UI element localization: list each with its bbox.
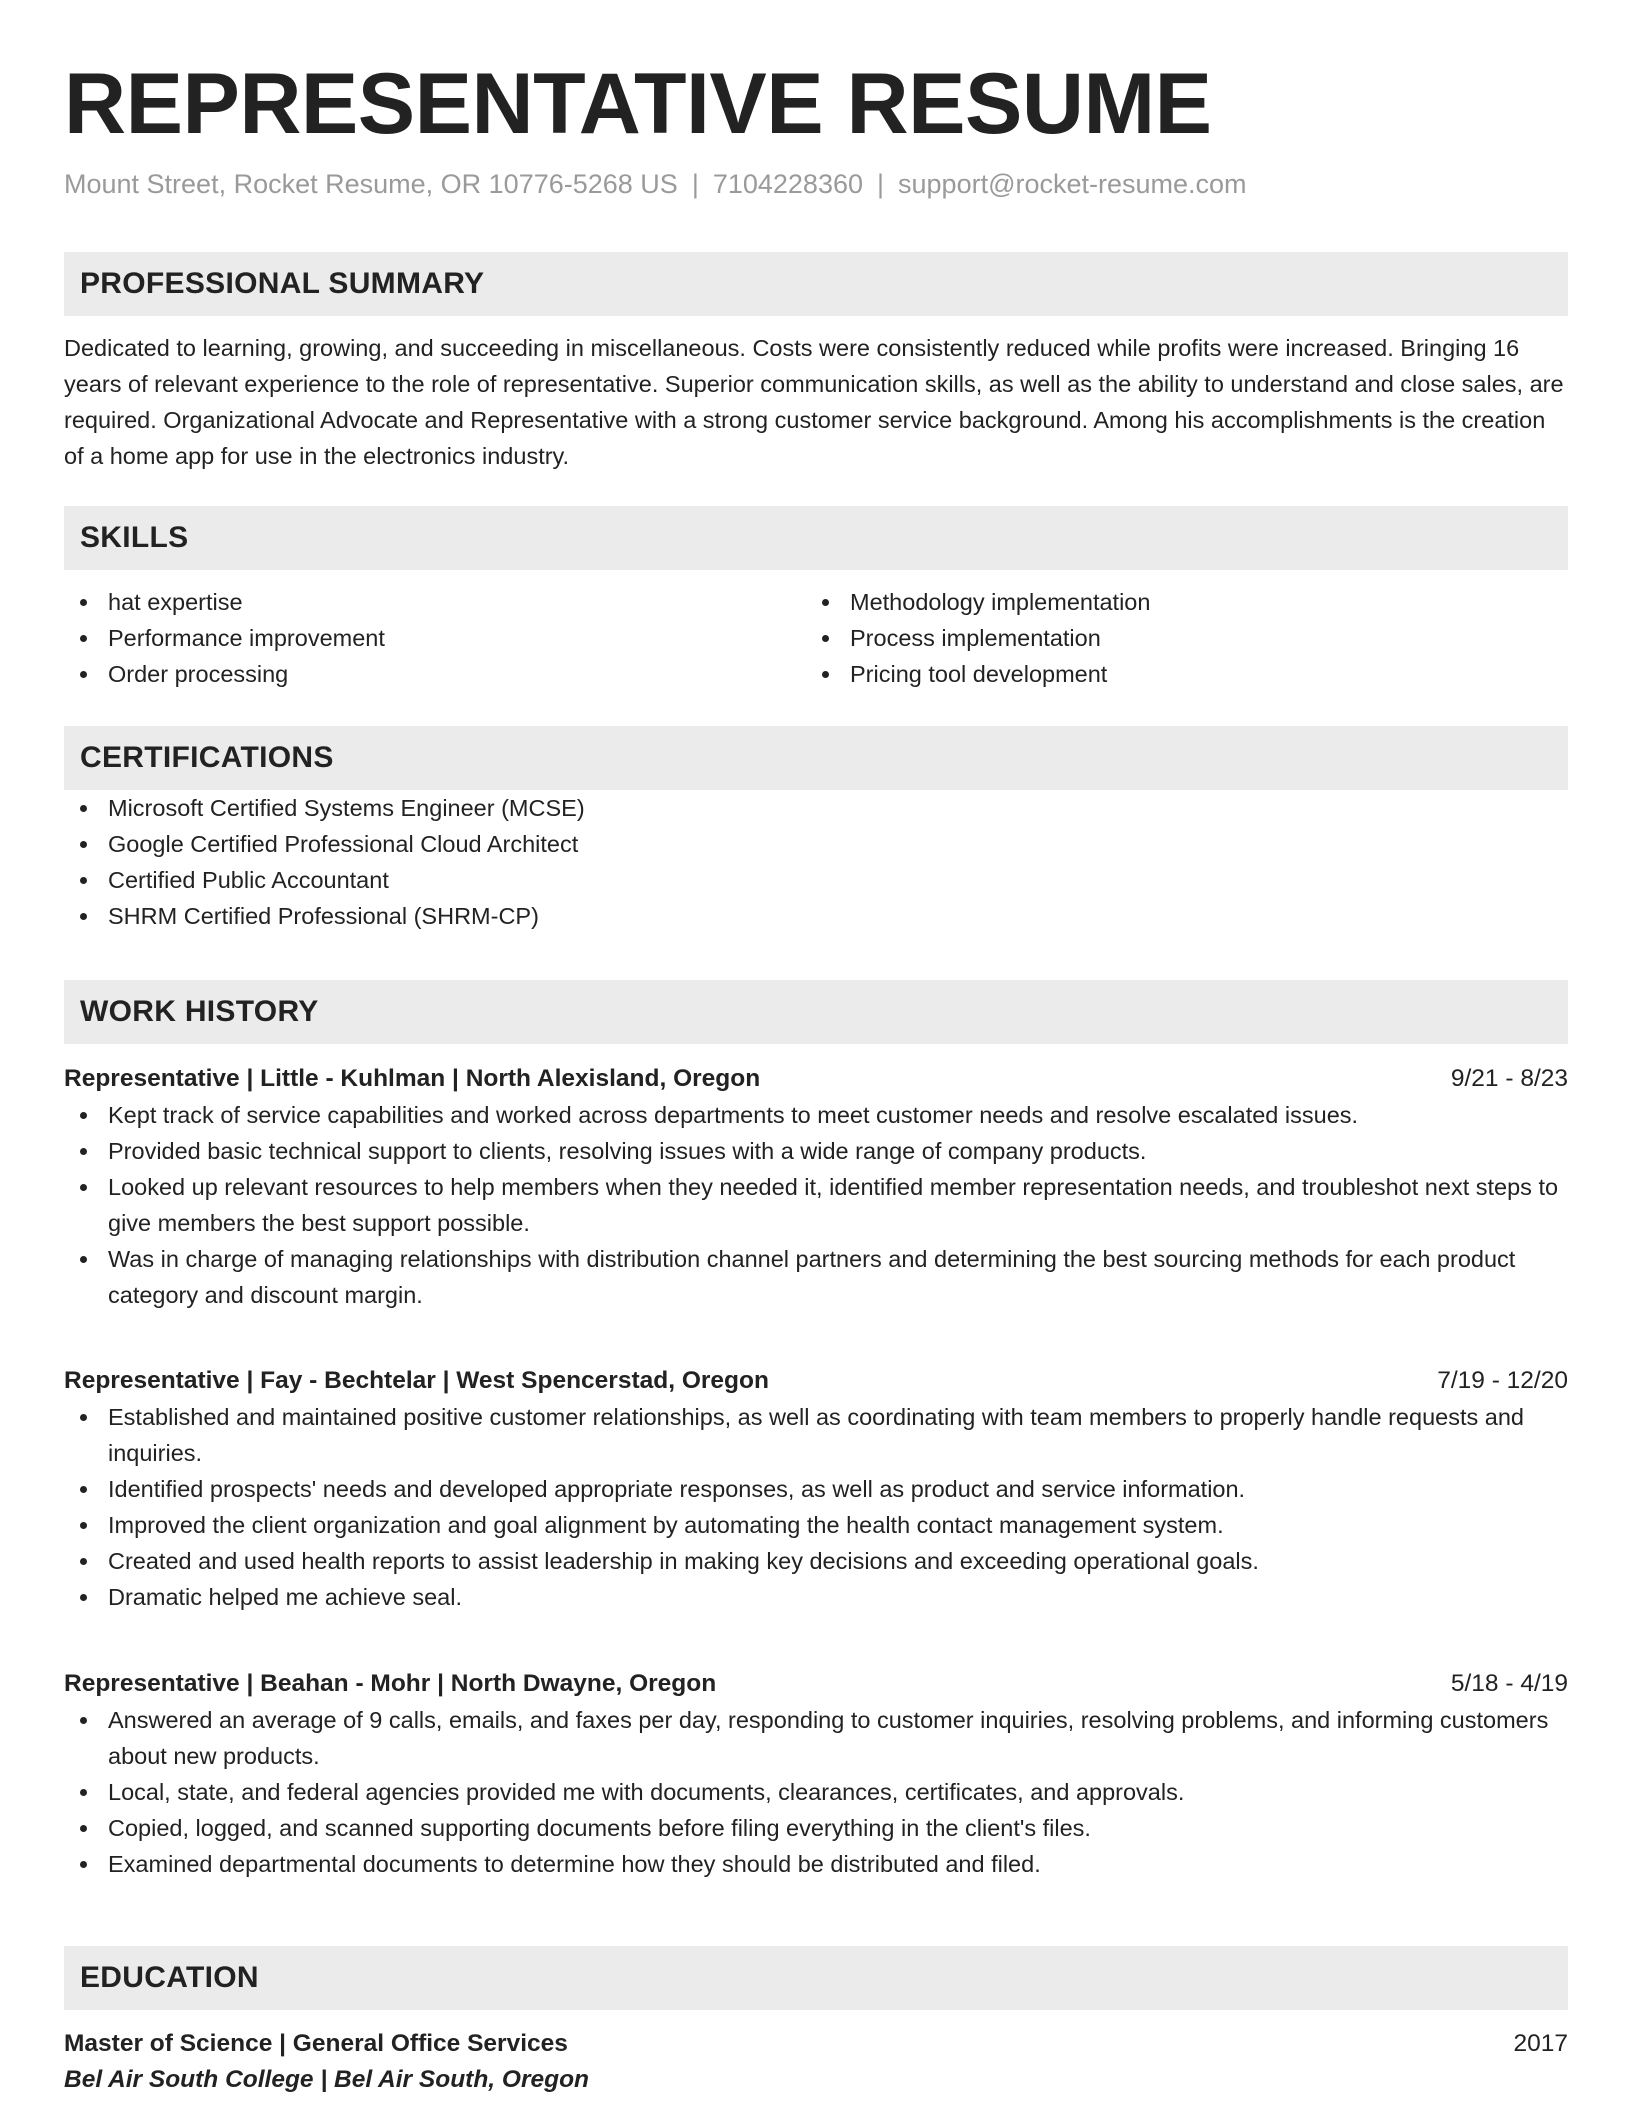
resume-title: REPRESENTATIVE RESUME <box>64 56 1212 152</box>
contact-separator: | <box>877 169 885 199</box>
job-bullet: Identified prospects' needs and developed appropriate responses, as well as product and service information. <box>64 1471 1568 1507</box>
certification-item: Google Certified Professional Cloud Architect <box>64 826 1568 862</box>
certification-item: Microsoft Certified Systems Engineer (MCSE) <box>64 790 1568 826</box>
skills-list-left <box>64 584 806 692</box>
skill-item: hat expertise <box>64 584 806 620</box>
skill-item: Pricing tool development <box>806 656 1548 692</box>
summary-section <box>64 252 1568 474</box>
job-entry <box>64 1666 1568 1882</box>
skills-section <box>64 506 1568 692</box>
job-title: Representative | Beahan - Mohr | North Dwayne, Oregon <box>64 1670 717 1697</box>
education-header <box>64 2026 1568 2062</box>
job-entry <box>64 1061 1568 1313</box>
job-bullet: Examined departmental documents to determine how they should be distributed and filed. <box>64 1846 1568 1882</box>
contact-address: Mount Street, Rocket Resume, OR 10776-5268 US <box>64 169 678 199</box>
job-bullet: Dramatic helped me achieve seal. <box>64 1579 1568 1615</box>
job-bullet: Kept track of service capabilities and worked across departments to meet customer needs and resolve escalated issues. <box>64 1097 1568 1133</box>
work-history-section <box>64 980 1568 1044</box>
work-history-heading: WORK HISTORY <box>64 980 1568 1044</box>
skill-item: Methodology implementation <box>806 584 1548 620</box>
job-bullet: Looked up relevant resources to help members when they needed it, identified member representation needs, and troubleshot next steps to give members the best support possible. <box>64 1169 1568 1241</box>
job-bullet: Answered an average of 9 calls, emails, and faxes per day, responding to customer inquiries, resolving problems, and informing customers about new products. <box>64 1702 1568 1774</box>
summary-heading: PROFESSIONAL SUMMARY <box>64 252 1568 316</box>
job-dates: 7/19 - 12/20 <box>1437 1367 1568 1394</box>
education-entry <box>64 2026 1568 2098</box>
job-bullets <box>64 1399 1568 1615</box>
job-header <box>64 1363 1568 1399</box>
skills-list-right <box>806 584 1548 692</box>
job-header <box>64 1666 1568 1702</box>
job-bullet: Established and maintained positive customer relationships, as well as coordinating with team members to properly handle requests and inquiries. <box>64 1399 1568 1471</box>
skill-item: Process implementation <box>806 620 1548 656</box>
job-dates: 5/18 - 4/19 <box>1450 1670 1568 1697</box>
job-header <box>64 1061 1568 1097</box>
job-bullet: Was in charge of managing relationships with distribution channel partners and determining the best sourcing methods for each product category and discount margin. <box>64 1241 1568 1313</box>
job-dates: 9/21 - 8/23 <box>1450 1065 1568 1092</box>
job-bullet: Created and used health reports to assist leadership in making key decisions and exceeding operational goals. <box>64 1543 1568 1579</box>
education-section <box>64 1946 1568 2010</box>
certifications-section <box>64 726 1568 934</box>
job-bullet: Improved the client organization and goal alignment by automating the health contact management system. <box>64 1507 1568 1543</box>
certifications-heading: CERTIFICATIONS <box>64 726 1568 790</box>
job-title: Representative | Fay - Bechtelar | West Spencerstad, Oregon <box>64 1367 769 1394</box>
job-bullet: Provided basic technical support to clients, resolving issues with a wide range of company products. <box>64 1133 1568 1169</box>
contact-email: support@rocket-resume.com <box>898 169 1247 199</box>
skill-item: Performance improvement <box>64 620 806 656</box>
job-bullet: Local, state, and federal agencies provided me with documents, clearances, certificates, and approvals. <box>64 1774 1568 1810</box>
certification-item: Certified Public Accountant <box>64 862 1568 898</box>
job-bullet: Copied, logged, and scanned supporting documents before filing everything in the client's files. <box>64 1810 1568 1846</box>
summary-text: Dedicated to learning, growing, and succeeding in miscellaneous. Costs were consistently reduced while profits were increased. Bringing 16 years of relevant experience to the role of representative. Superior communication skills, as well as the ability to understand and close sales, are required. Organizational Advocate and Representative with a strong customer service background. Among his accomplishments is the creation of a home app for use in the electronics industry. <box>64 335 1564 469</box>
certification-item: SHRM Certified Professional (SHRM-CP) <box>64 898 1568 934</box>
skills-heading: SKILLS <box>64 506 1568 570</box>
job-entry <box>64 1363 1568 1615</box>
education-year: 2017 <box>1513 2030 1568 2057</box>
job-bullets <box>64 1702 1568 1882</box>
contact-line <box>64 166 1247 202</box>
job-bullets <box>64 1097 1568 1313</box>
education-degree: Master of Science | General Office Services <box>64 2030 568 2057</box>
certifications-list <box>64 790 1568 934</box>
job-title: Representative | Little - Kuhlman | North Alexisland, Oregon <box>64 1065 761 1092</box>
contact-separator: | <box>691 169 699 199</box>
contact-phone: 7104228360 <box>712 169 863 199</box>
education-school: Bel Air South College | Bel Air South, Oregon <box>64 2066 590 2093</box>
skills-grid <box>64 584 1568 692</box>
education-heading: EDUCATION <box>64 1946 1568 2010</box>
skill-item: Order processing <box>64 656 806 692</box>
